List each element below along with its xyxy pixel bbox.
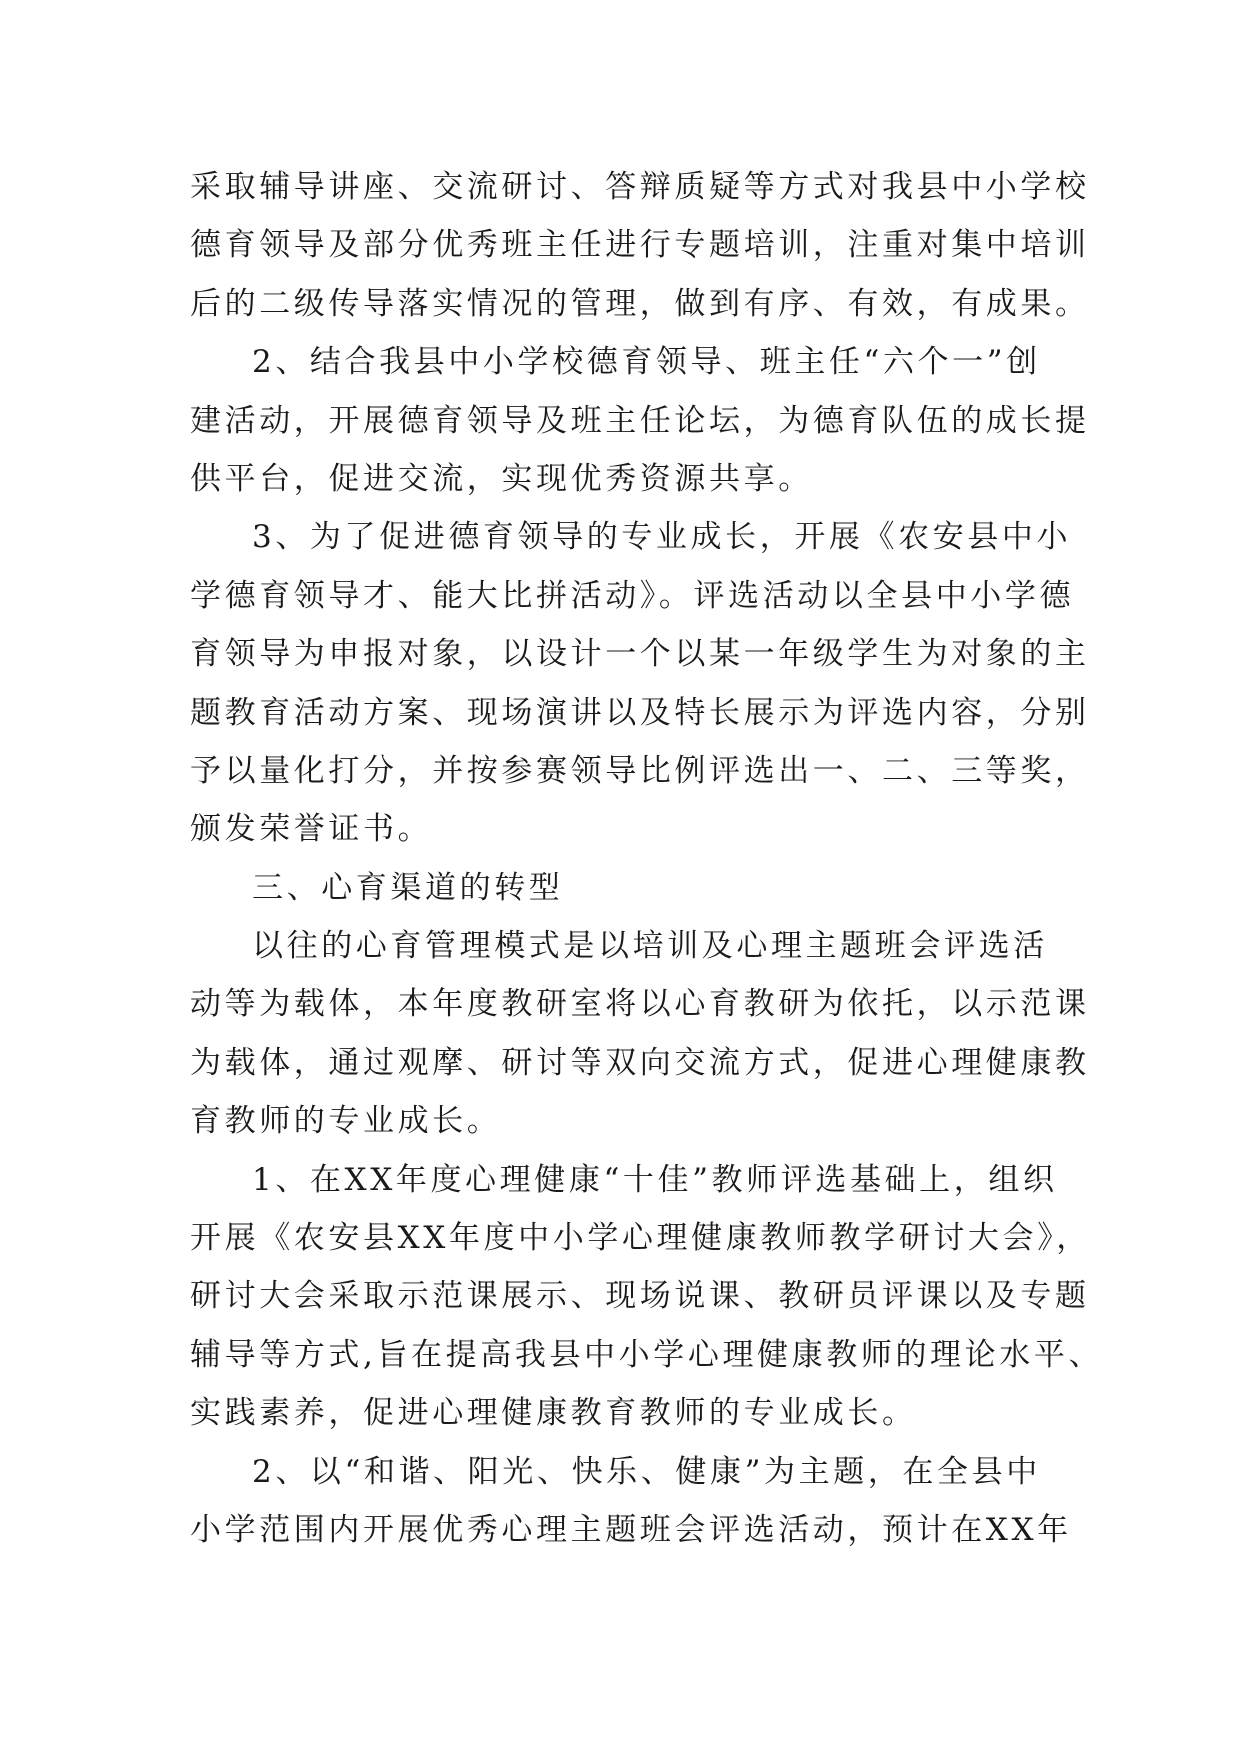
paragraph-line: 后的二级传导落实情况的管理，做到有序、有效，有成果。	[190, 285, 1090, 322]
paragraph-line: 学德育领导才、能大比拼活动》。评选活动以全县中小学德	[190, 577, 1075, 614]
paragraph-first-line: 1、在XX年度心理健康“十佳”教师评选基础上，组织	[252, 1161, 1058, 1198]
paragraph-line: 动等为载体，本年度教研室将以心育教研为依托，以示范课	[190, 986, 1090, 1023]
paragraph-line: 颁发荣誉证书。	[190, 811, 433, 848]
paragraph-line: 育教师的专业成长。	[190, 1103, 502, 1140]
paragraph-line: 实践素养，促进心理健康教育教师的专业成长。	[190, 1395, 917, 1432]
paragraph-line: 采取辅导讲座、交流研讨、答辩质疑等方式对我县中小学校	[190, 169, 1090, 205]
paragraph-line: 开展《农安县XX年度中小学心理健康教师教学研讨大会》，	[190, 1220, 1091, 1257]
paragraph-line: 德育领导及部分优秀班主任进行专题培训，注重对集中培训	[190, 227, 1090, 264]
paragraph-first-line: 2、结合我县中小学校德育领导、班主任“六个一”创	[252, 344, 1041, 381]
paragraph-first-line: 2、以“和谐、阳光、快乐、健康”为主题，在全县中	[252, 1453, 1041, 1490]
paragraph-line: 为载体，通过观摩、研讨等双向交流方式，促进心理健康教	[190, 1044, 1090, 1081]
document-body	[190, 158, 1104, 1559]
paragraph-line: 建活动，开展德育领导及班主任论坛，为德育队伍的成长提	[190, 402, 1090, 439]
paragraph-line: 研讨大会采取示范课展示、现场说课、教研员评课以及专题	[190, 1278, 1090, 1315]
paragraph-line: 小学范围内开展优秀心理主题班会评选活动，预计在XX年	[190, 1511, 1072, 1548]
paragraph-line: 题教育活动方案、现场演讲以及特长展示为评选内容，分别	[190, 694, 1090, 731]
paragraph-first-line: 以往的心育管理模式是以培训及心理主题班会评选活	[252, 928, 1048, 965]
paragraph-line: 予以量化打分，并按参赛领导比例评选出一、二、三等奖，	[190, 752, 1090, 789]
paragraph-first-line: 3、为了促进德育领导的专业成长，开展《农安县中小	[252, 519, 1072, 556]
paragraph-line: 辅导等方式,旨在提高我县中小学心理健康教师的理论水平、	[190, 1336, 1104, 1373]
paragraph-line: 供平台，促进交流，实现优秀资源共享。	[190, 460, 813, 497]
paragraph-line: 育领导为申报对象，以设计一个以某一年级学生为对象的主	[190, 636, 1090, 673]
paragraph-first-line: 三、心育渠道的转型	[252, 869, 564, 906]
